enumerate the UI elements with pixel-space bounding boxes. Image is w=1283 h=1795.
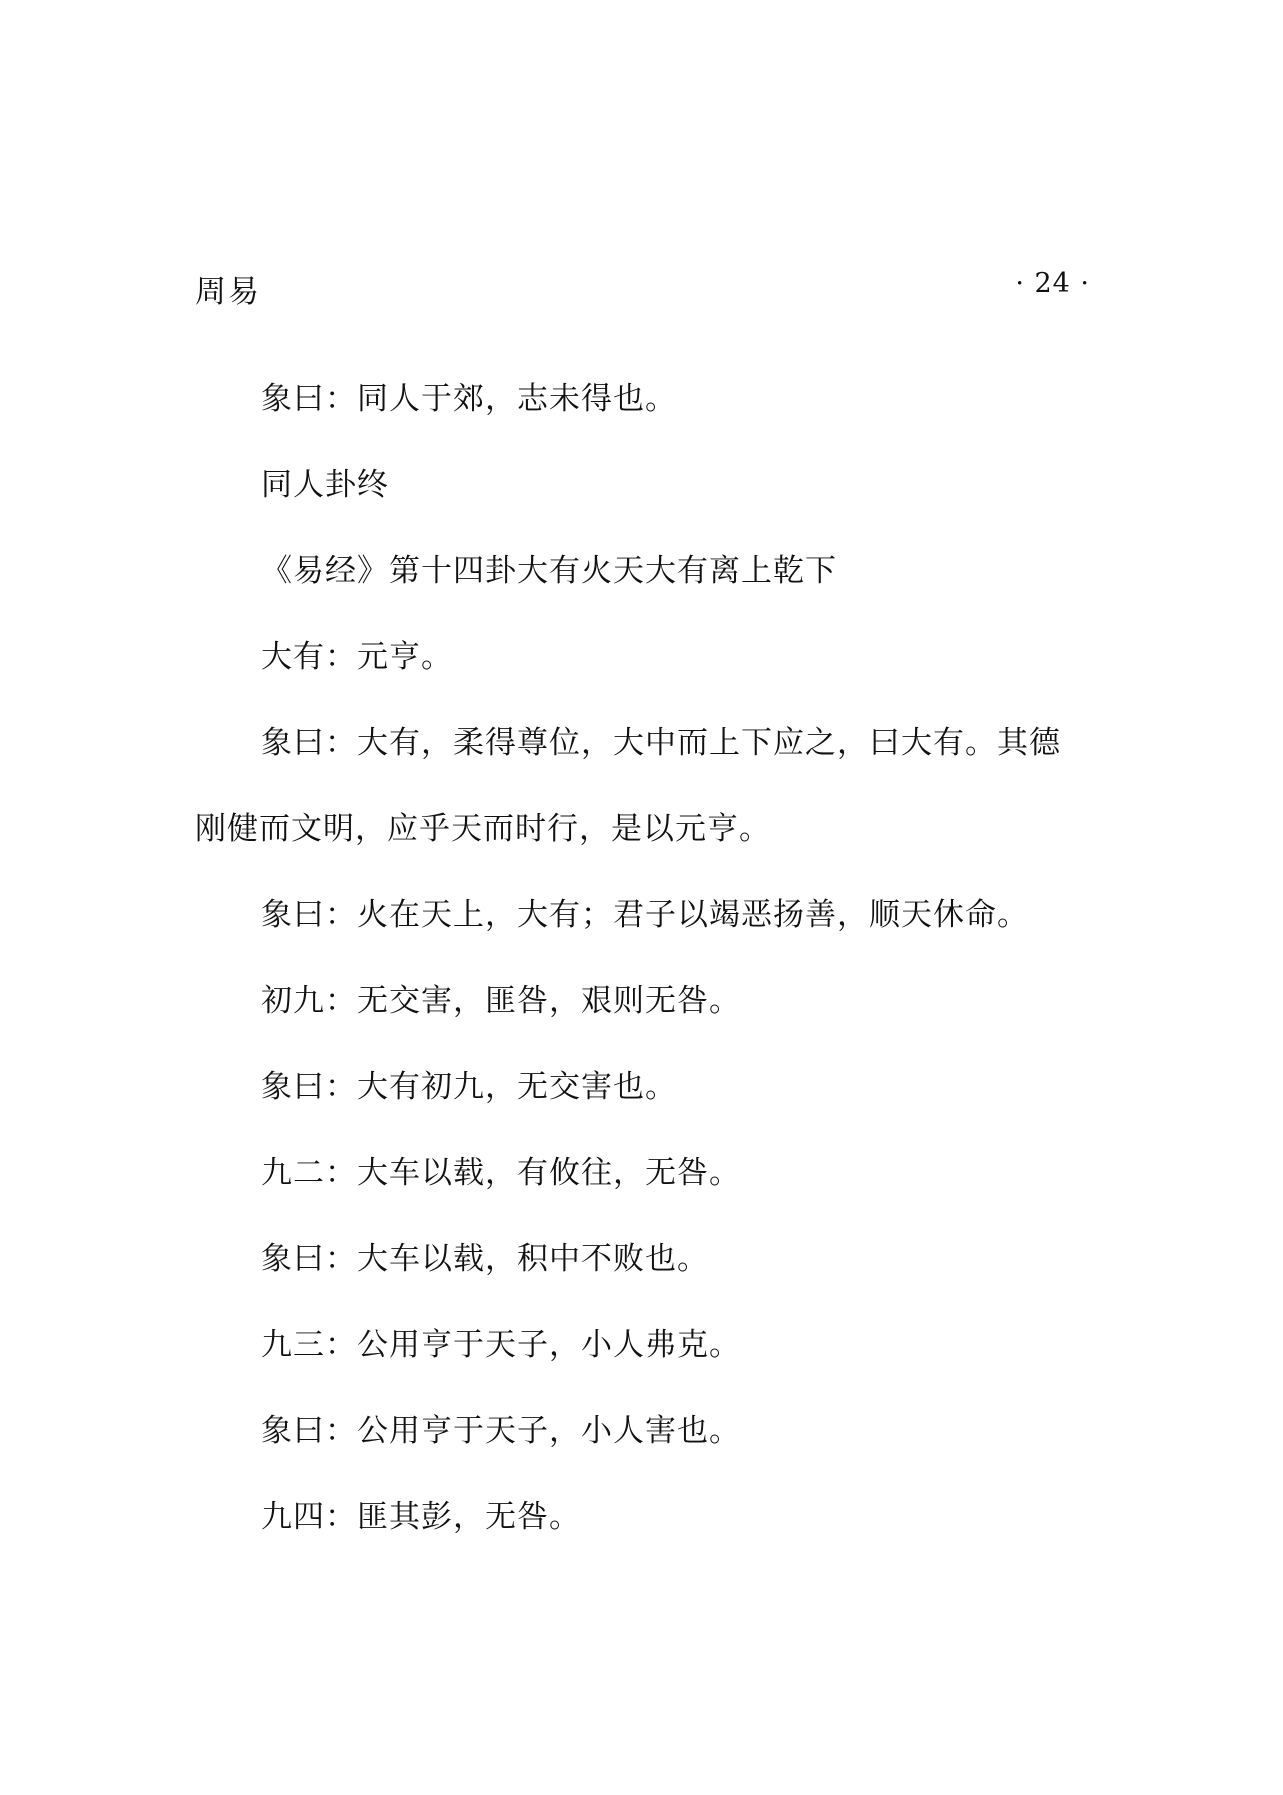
page-header bbox=[195, 266, 1090, 310]
paragraph: 象曰：公用亨于天子，小人害也。 bbox=[261, 1413, 741, 1449]
paragraph: 象曰：大有，柔得尊位，大中而上下应之，曰大有。其德刚健而文明，应乎天而时行，是以元亨。 bbox=[195, 725, 1061, 847]
paragraph: 《易经》第十四卦大有火天大有离上乾下 bbox=[261, 553, 837, 589]
paragraph: 九二：大车以载，有攸往，无咎。 bbox=[261, 1155, 741, 1191]
paragraph: 九三：公用亨于天子，小人弗克。 bbox=[261, 1327, 741, 1363]
paragraph: 同人卦终 bbox=[261, 467, 389, 503]
page-number: · 24 · bbox=[1015, 268, 1090, 299]
body-text bbox=[195, 356, 1090, 1560]
paragraph: 象曰：火在天上，大有；君子以竭恶扬善，顺天休命。 bbox=[261, 897, 1029, 933]
paragraph: 初九：无交害，匪咎，艰则无咎。 bbox=[261, 983, 741, 1019]
paragraph: 九四：匪其彭，无咎。 bbox=[261, 1499, 581, 1535]
running-title: 周易 bbox=[195, 274, 261, 310]
paragraph: 象曰：大车以载，积中不败也。 bbox=[261, 1241, 709, 1277]
paragraph: 大有：元亨。 bbox=[261, 639, 453, 675]
paragraph: 象曰：大有初九，无交害也。 bbox=[261, 1069, 677, 1105]
paragraph: 象曰：同人于郊，志未得也。 bbox=[261, 381, 677, 417]
